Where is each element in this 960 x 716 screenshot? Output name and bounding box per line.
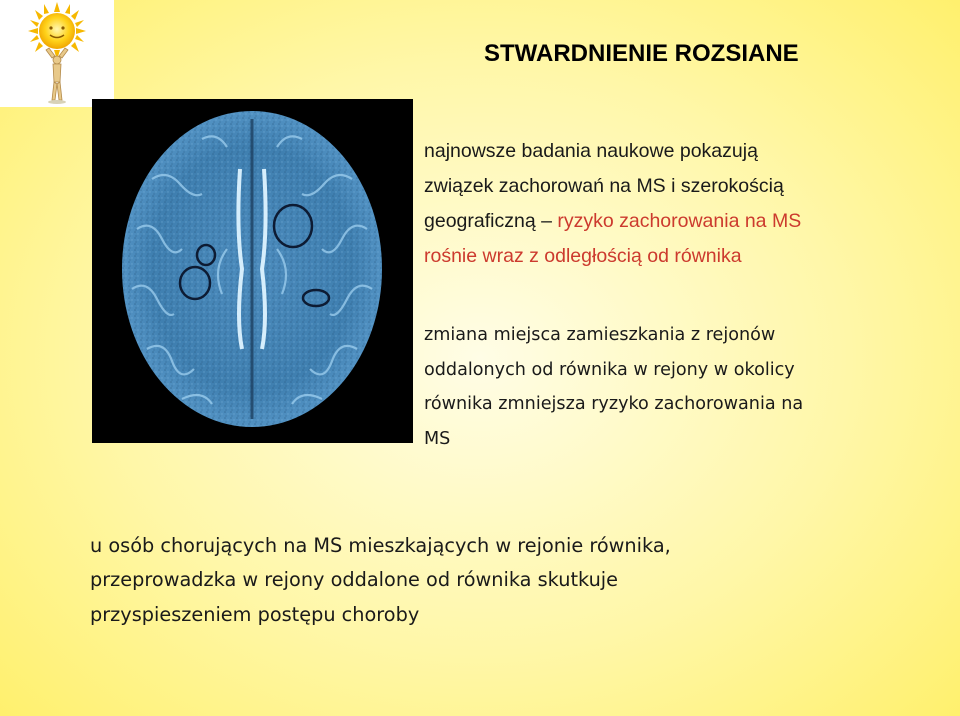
paragraph-relocation-line-4: MS — [424, 428, 451, 449]
paragraph-relocation-line-3: równika zmniejsza ryzyko zachorowania na — [424, 394, 804, 414]
paragraph-geography-line-3-plain: geograficzną – — [424, 210, 558, 232]
paragraph-geography — [424, 134, 924, 274]
paragraph-progression-line-3: przyspieszeniem postępu choroby — [90, 602, 420, 626]
paragraph-progression — [90, 529, 910, 632]
paragraph-geography-line-2: związek zachorowań na MS i szerokością — [424, 175, 784, 197]
paragraph-progression-line-1: u osób chorujących na MS mieszkających w rejonie równika, — [90, 534, 671, 557]
paragraph-relocation — [424, 318, 944, 456]
paragraph-geography-line-3 — [424, 204, 924, 239]
sun-figure-logo-icon — [22, 2, 92, 106]
slide-title: STWARDNIENIE ROZSIANE — [484, 40, 799, 67]
paragraph-progression-line-2: przeprowadzka w rejony oddalone od równika skutkuje — [90, 568, 619, 592]
paragraph-relocation-line-2: oddalonych od równika w rejony w okolicy — [424, 359, 795, 380]
paragraph-geography-line-3-highlight: ryzyko zachorowania na MS — [557, 210, 802, 232]
paragraph-geography-line-4: rośnie wraz z odległością od równika — [424, 245, 742, 267]
paragraph-relocation-line-1: zmiana miejsca zamieszkania z rejonów — [424, 325, 776, 345]
paragraph-geography-line-1: najnowsze badania naukowe pokazują — [424, 140, 758, 162]
brain-mri-scan — [92, 99, 413, 443]
